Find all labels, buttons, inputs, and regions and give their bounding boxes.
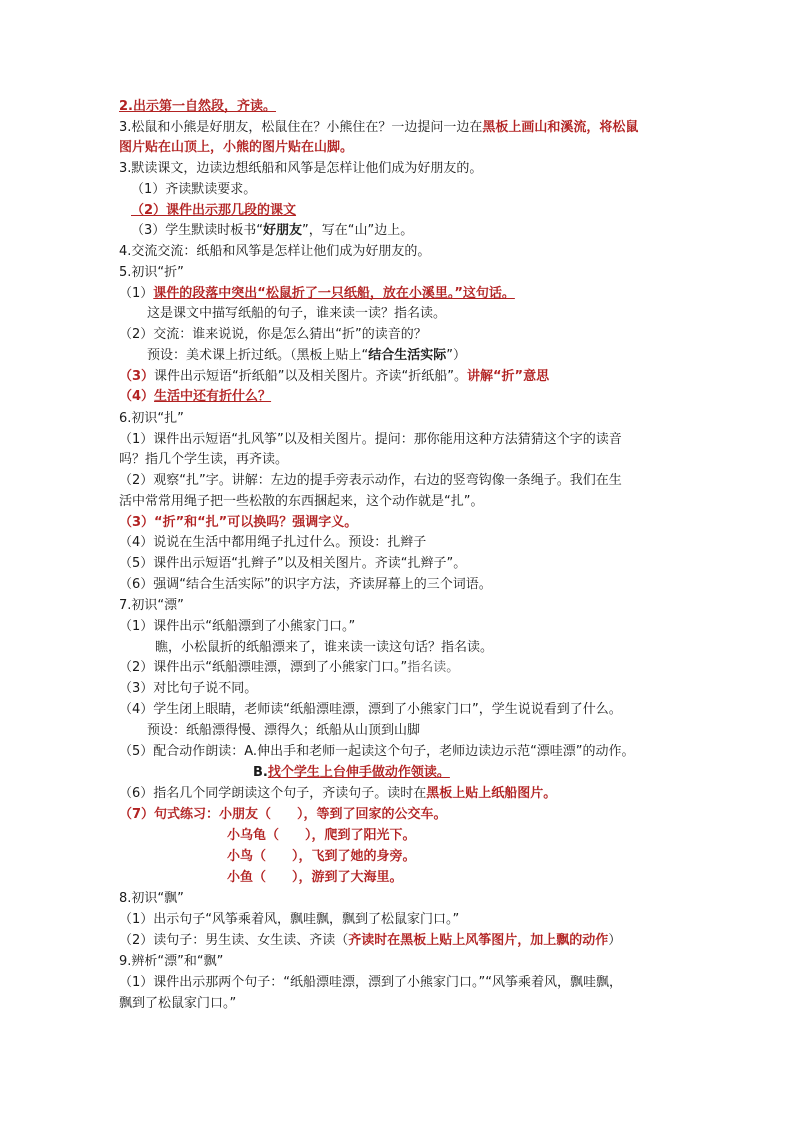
line-6-1: （1）课件出示短语“扎风筝”以及相关图片。提问：那你能用这种方法猜猜这个字的读音	[119, 432, 622, 447]
line-step6-title: 6.初识“扎”	[119, 411, 184, 426]
line-7-7-d: 小鱼（ ），游到了大海里。	[227, 870, 403, 885]
line-step4: 4.交流交流：纸船和风筝是怎样让他们成为好朋友的。	[119, 244, 431, 259]
line-5-2: （2）交流：谁来说说，你是怎么猜出“折”的读音的？	[119, 327, 427, 342]
line-step2: 2.出示第一自然段，齐读。	[119, 99, 276, 114]
line-6-1-cont: 吗？指几个学生读，再齐读。	[119, 452, 289, 467]
line-5-1: （1）课件的段落中突出“松鼠折了一只纸船，放在小溪里。”这句话。	[119, 286, 515, 301]
line-8-1: （1）出示句子“风筝乘着风，飘哇飘，飘到了松鼠家门口。”	[119, 912, 460, 927]
line-5-3: （3）课件出示短语“折纸船”以及相关图片。齐读“折纸船”。讲解“折”意思	[119, 369, 550, 384]
line-7-7-c: 小鸟（ ），飞到了她的身旁。	[227, 849, 416, 864]
line-7-1: （1）课件出示“纸船漂到了小熊家门口。”	[119, 619, 356, 634]
line-step7-title: 7.初识“漂”	[119, 598, 184, 613]
line-7-3: （3）对比句子说不同。	[119, 681, 258, 696]
line-7-7: （7）句式练习：小朋友（ ），等到了回家的公交车。	[119, 807, 447, 822]
line-step3b: 3.默读课文，边读边想纸船和风筝是怎样让他们成为好朋友的。	[119, 161, 483, 176]
line-step9-title: 9.辨析“漂”和“飘”	[119, 954, 224, 969]
line-6-3: （3）“折”和“扎”可以换吗？强调字义。	[119, 515, 358, 530]
line-6-5: （5）课件出示短语“扎辫子”以及相关图片。齐读“扎辫子”。	[119, 556, 467, 571]
line-7-1-cont: 瞧，小松鼠折的纸船漂来了，谁来读一读这句话？指名读。	[155, 640, 494, 655]
line-step5-title: 5.初识“折”	[119, 265, 184, 280]
line-6-4: （4）说说在生活中都用绳子扎过什么。预设：扎辫子	[119, 535, 427, 550]
line-5-4: （4）生活中还有折什么？	[119, 389, 272, 404]
line-step3-cont: 图片贴在山顶上，小熊的图片贴在山脚。	[119, 140, 354, 155]
line-step8-title: 8.初识“飘”	[119, 891, 184, 906]
line-9-1-cont: 飘到了松鼠家门口。”	[119, 996, 237, 1011]
line-3b-3: （3）学生默读时板书“好朋友”，写在“山”边上。	[131, 223, 414, 238]
line-3b-1: （1）齐读默读要求。	[131, 182, 257, 197]
line-7-7-b: 小乌龟（ ），爬到了阳光下。	[227, 828, 416, 843]
line-7-6: （6）指名几个同学朗读这个句子，齐读句子。读时在黑板上贴上纸船图片。	[119, 786, 557, 801]
line-6-2: （2）观察“扎”字。讲解：左边的提手旁表示动作，右边的竖弯钩像一条绳子。我们在生	[119, 473, 622, 488]
line-8-2: （2）读句子：男生读、女生读、齐读（齐读时在黑板上贴上风筝图片，加上飘的动作）	[119, 933, 622, 948]
line-6-2-cont: 活中常常用绳子把一些松散的东西捆起来，这个动作就是“扎”。	[119, 494, 484, 509]
line-5-2-preset: 预设：美术课上折过纸。（黑板上贴上“结合生活实际”）	[147, 348, 467, 363]
line-step3: 3.松鼠和小熊是好朋友，松鼠住在？小熊住在？一边提问一边在黑板上画山和溪流，将松鼠	[119, 120, 639, 135]
line-6-6: （6）强调“结合生活实际”的识字方法，齐读屏幕上的三个词语。	[119, 577, 492, 592]
line-9-1: （1）课件出示那两个句子：“纸船漂哇漂，漂到了小熊家门口。”“风筝乘着风，飘哇飘，	[119, 975, 622, 990]
line-7-5: （5）配合动作朗读：A.伸出手和老师一起读这个句子，老师边读边示范“漂哇漂”的动作。	[119, 744, 635, 759]
line-7-4-preset: 预设：纸船漂得慢、漂得久；纸船从山顶到山脚	[147, 723, 421, 738]
line-7-4: （4）学生闭上眼睛，老师读“纸船漂哇漂，漂到了小熊家门口”，学生说说看到了什么。	[119, 702, 622, 717]
line-7-2: （2）课件出示“纸船漂哇漂，漂到了小熊家门口。”指名读。	[119, 660, 460, 675]
line-7-5-b: B.找个学生上台伸手做动作领读。	[253, 765, 450, 780]
line-5-1-cont: 这是课文中描写纸船的句子，谁来读一读？指名读。	[147, 306, 447, 321]
line-3b-2: （2）课件出示那几段的课文	[131, 203, 297, 218]
